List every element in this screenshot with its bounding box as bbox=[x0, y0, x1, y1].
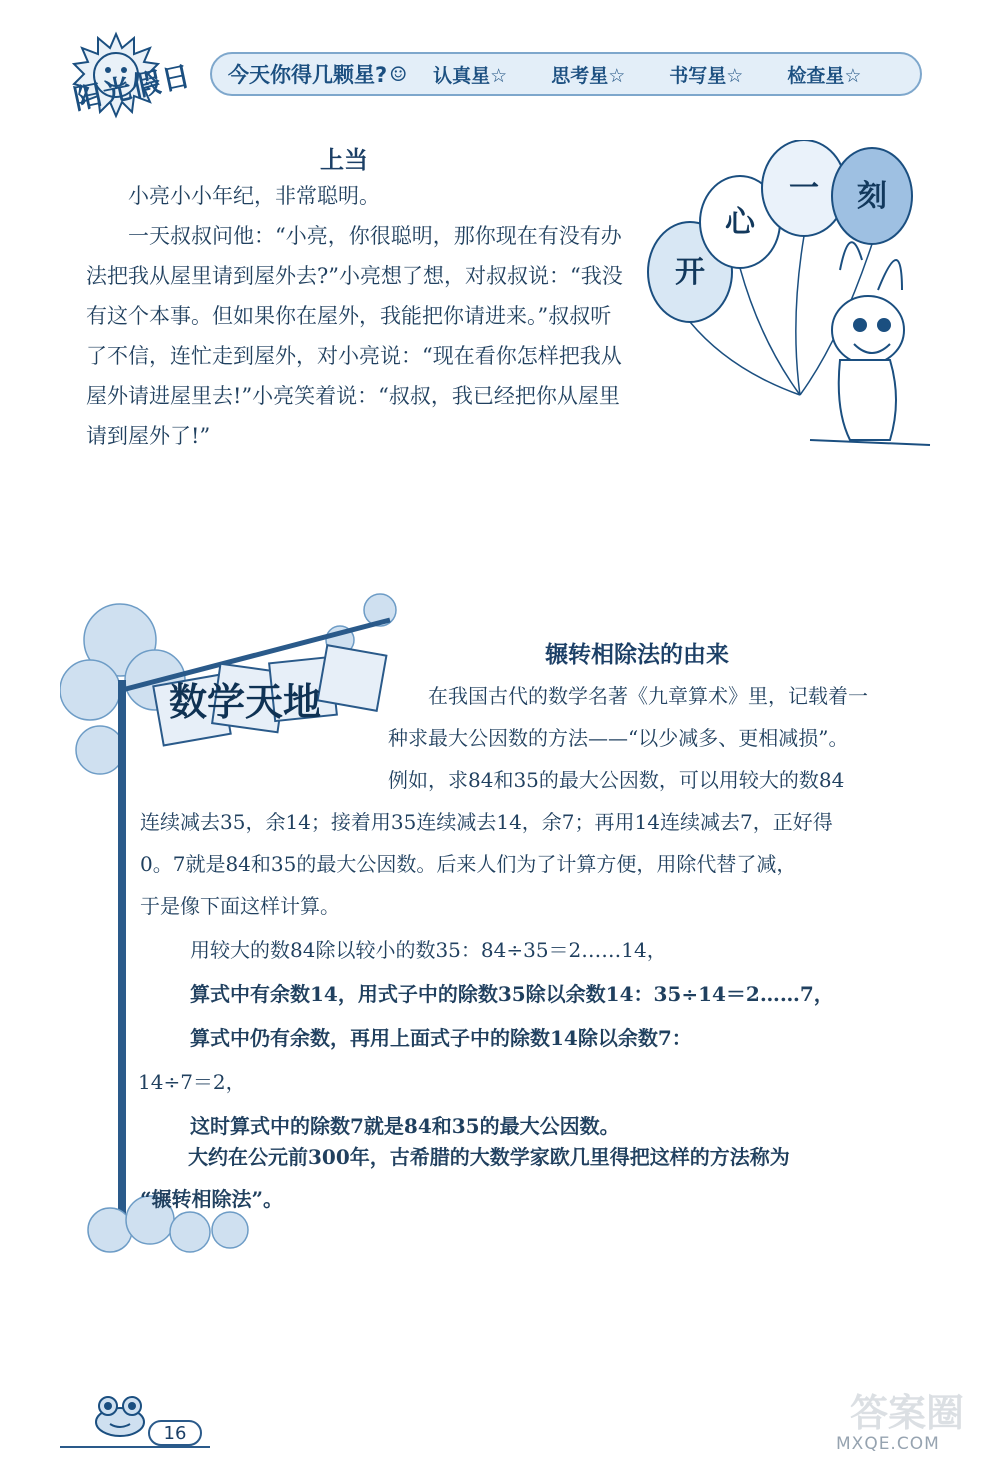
header-question: 今天你得几颗星? bbox=[228, 63, 388, 87]
text-line: 于是像下面这样计算。 bbox=[140, 894, 340, 918]
text-line: “辗转相除法”。 bbox=[140, 1187, 284, 1211]
frog-icon bbox=[90, 1388, 150, 1438]
page-number: 16 bbox=[148, 1420, 202, 1446]
header-banner bbox=[210, 52, 922, 96]
step-line: 用较大的数84除以较小的数35：84÷35＝2……14， bbox=[190, 938, 667, 962]
text-line: 连续减去35，余14；接着用35连续减去14，余7；再用14连续减去7，正好得 bbox=[140, 810, 833, 834]
star-item-writing: 书写星☆ bbox=[669, 64, 744, 87]
star-item-thinking: 思考星☆ bbox=[551, 64, 626, 87]
calculation-steps bbox=[138, 928, 940, 1148]
smiley-face-icon: ☺ bbox=[389, 62, 408, 86]
story-paragraph: 小亮小小年纪，非常聪明。 bbox=[128, 184, 380, 208]
balloons-rabbit-illustration bbox=[640, 140, 940, 460]
math-intro bbox=[388, 675, 936, 801]
math-body bbox=[140, 801, 936, 927]
text-line: 例如，求84和35的最大公因数，可以用较大的数84 bbox=[388, 768, 845, 792]
star-item-earnest: 认真星☆ bbox=[433, 64, 508, 87]
closing-text bbox=[140, 1136, 936, 1220]
math-title: 辗转相除法的由来 bbox=[545, 642, 729, 668]
badge-char: 心 bbox=[725, 205, 755, 240]
text-line: 在我国古代的数学名著《九章算术》里，记载着一 bbox=[428, 684, 868, 708]
step-line: 这时算式中的除数7就是84和35的最大公因数。 bbox=[190, 1114, 620, 1138]
step-line: 算式中有余数14，用式子中的除数35除以余数14：35÷14＝2……7， bbox=[190, 982, 834, 1006]
step-line: 算式中仍有余数，再用上面式子中的除数14除以余数7： bbox=[190, 1026, 692, 1050]
story-text bbox=[86, 176, 632, 456]
story-paragraph: 一天叔叔问他：“小亮，你很聪明，那你现在有没有办法把我从屋里请到屋外去?”小亮想了想，对叔叔说：“我没有这个本事。但如果你在屋外，我能把你请进来。”叔叔听了不信，连忙走到屋外，对小亮说：“现在看你怎样把我从屋外请进屋里去!”小亮笑着说：“叔叔，我已经把你从屋里请到屋外了!” bbox=[86, 224, 623, 448]
story-title: 上当 bbox=[320, 146, 368, 174]
badge-char: 刻 bbox=[857, 179, 887, 214]
text-line: 大约在公元前300年，古希腊的大数学家欧几里得把这样的方法称为 bbox=[188, 1145, 790, 1169]
badge-char: 一 bbox=[789, 171, 819, 206]
footer-divider bbox=[60, 1446, 210, 1448]
step-line: 14÷7＝2， bbox=[138, 1070, 246, 1094]
text-line: 种求最大公因数的方法——“以少减多、更相减损”。 bbox=[388, 726, 849, 750]
watermark-text: MXQE.COM bbox=[836, 1434, 940, 1454]
star-item-checking: 检查星☆ bbox=[787, 64, 862, 87]
brand-title: 阳光假日 bbox=[70, 58, 195, 117]
watermark-logo-text: 答案圈 bbox=[849, 1391, 965, 1435]
section-badge: 数学天地 bbox=[168, 680, 322, 724]
badge-char: 开 bbox=[675, 255, 705, 290]
text-line: 0。7就是84和35的最大公因数。后来人们为了计算方便，用除代替了减， bbox=[140, 852, 797, 876]
